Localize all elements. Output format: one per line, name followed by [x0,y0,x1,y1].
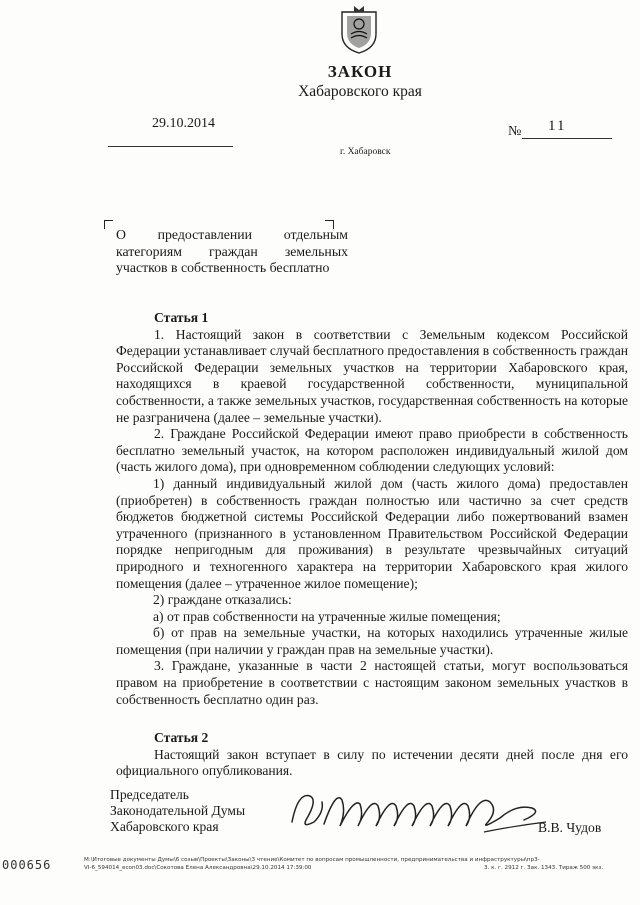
document-number: 11 [548,118,567,134]
date-underline [108,146,233,147]
print-note: 3. к. г. 2912 г. Зак. 1343. Тираж 500 экз. [484,864,604,871]
footer-line: M:\Итоговые документы Думы\6 созыв\Проекты\Законы\3 чтение\Комитет по вопросам промышленности, предпринимательства и инфраструктуры\пр3- [84,857,540,863]
document-date: 29.10.2014 [152,116,215,131]
region-name: Хабаровского края [298,83,422,100]
paragraph: 2. Граждане Российской Федерации имеют право приобрести в собственность бесплатно земельный участок, на котором расположен индивидуальный жилой дом (часть жилого дома), при одновременном соблюдении следующих условий: [116,426,628,475]
city-name: г. Хабаровск [340,147,391,157]
paragraph: 2) граждане отказались: [153,592,292,608]
law-subject [116,227,348,277]
article-1 [116,310,628,708]
signatory-position [110,787,245,835]
handwritten-signature [284,782,554,840]
file-path-footer [84,857,640,872]
paragraph: б) от прав на земельные участки, на которых находились утраченные жилые помещения (при наличии у граждан прав на земельные участки). [116,625,628,657]
position-line: Председатель [110,787,189,802]
subject-line: категориям граждан земельных [116,243,348,259]
article-heading: Статья 2 [154,730,209,745]
document-type: ЗАКОН [327,62,393,81]
position-line: Законодательной Думы [110,803,246,818]
position-line: Хабаровского края [110,819,219,834]
paragraph: 3. Граждане, указанные в части 2 настоящей статьи, могут воспользоваться правом на приобретение в соответствии с настоящим законом земельных участков в собственность бесплатно один раз. [116,658,628,707]
article-2 [116,730,628,780]
paragraph: Настоящий закон вступает в силу по истечении десяти дней после дня его официального опубликования. [116,746,628,779]
paragraph: 1) данный индивидуальный жилой дом (часть жилого дома) предоставлен (приобретен) в собственность граждан полностью или частично за счет средств бюджетов бюджетной системы Российской Федерации либо пожертвований взамен утраченного (признанного в установленном Правительством Российской Федерации порядке непригодным для проживания) в результате чрезвычайных ситуаций природного и техногенного характера на территории Хабаровского края жилого помещения (далее – утраченное жилое помещение); [116,475,628,591]
paragraph: 1. Настоящий закон в соответствии с Земельным кодексом Российской Федерации устанавливает случай бесплатного предоставления в собственность граждан Российской Федерации земельных участков на территории Хабаровского края, находящихся в краевой государственной собственности, муниципальной собственности, а также земельных участков, государственная собственность на которые не разграничена (далее – земельные участки). [116,326,628,425]
subject-line: участков в собственность бесплатно [116,260,330,275]
footer-line [84,865,640,873]
coat-of-arms-icon [338,4,380,54]
subject-bracket-left [104,220,113,229]
article-heading: Статья 1 [154,310,209,325]
subject-line: О предоставлении отдельным [116,227,348,242]
paragraph: а) от прав собственности на утраченные жилые помещения; [153,608,501,624]
number-label: № [508,124,522,139]
footer-path: VI-6_594014_econ03.doc\Сокотова Елена Александровна\29.10.2014 17:39:00 [84,864,312,871]
registration-code: 000656 [2,858,52,872]
number-underline [522,138,612,139]
signatory-name: В.В. Чудов [538,820,602,835]
